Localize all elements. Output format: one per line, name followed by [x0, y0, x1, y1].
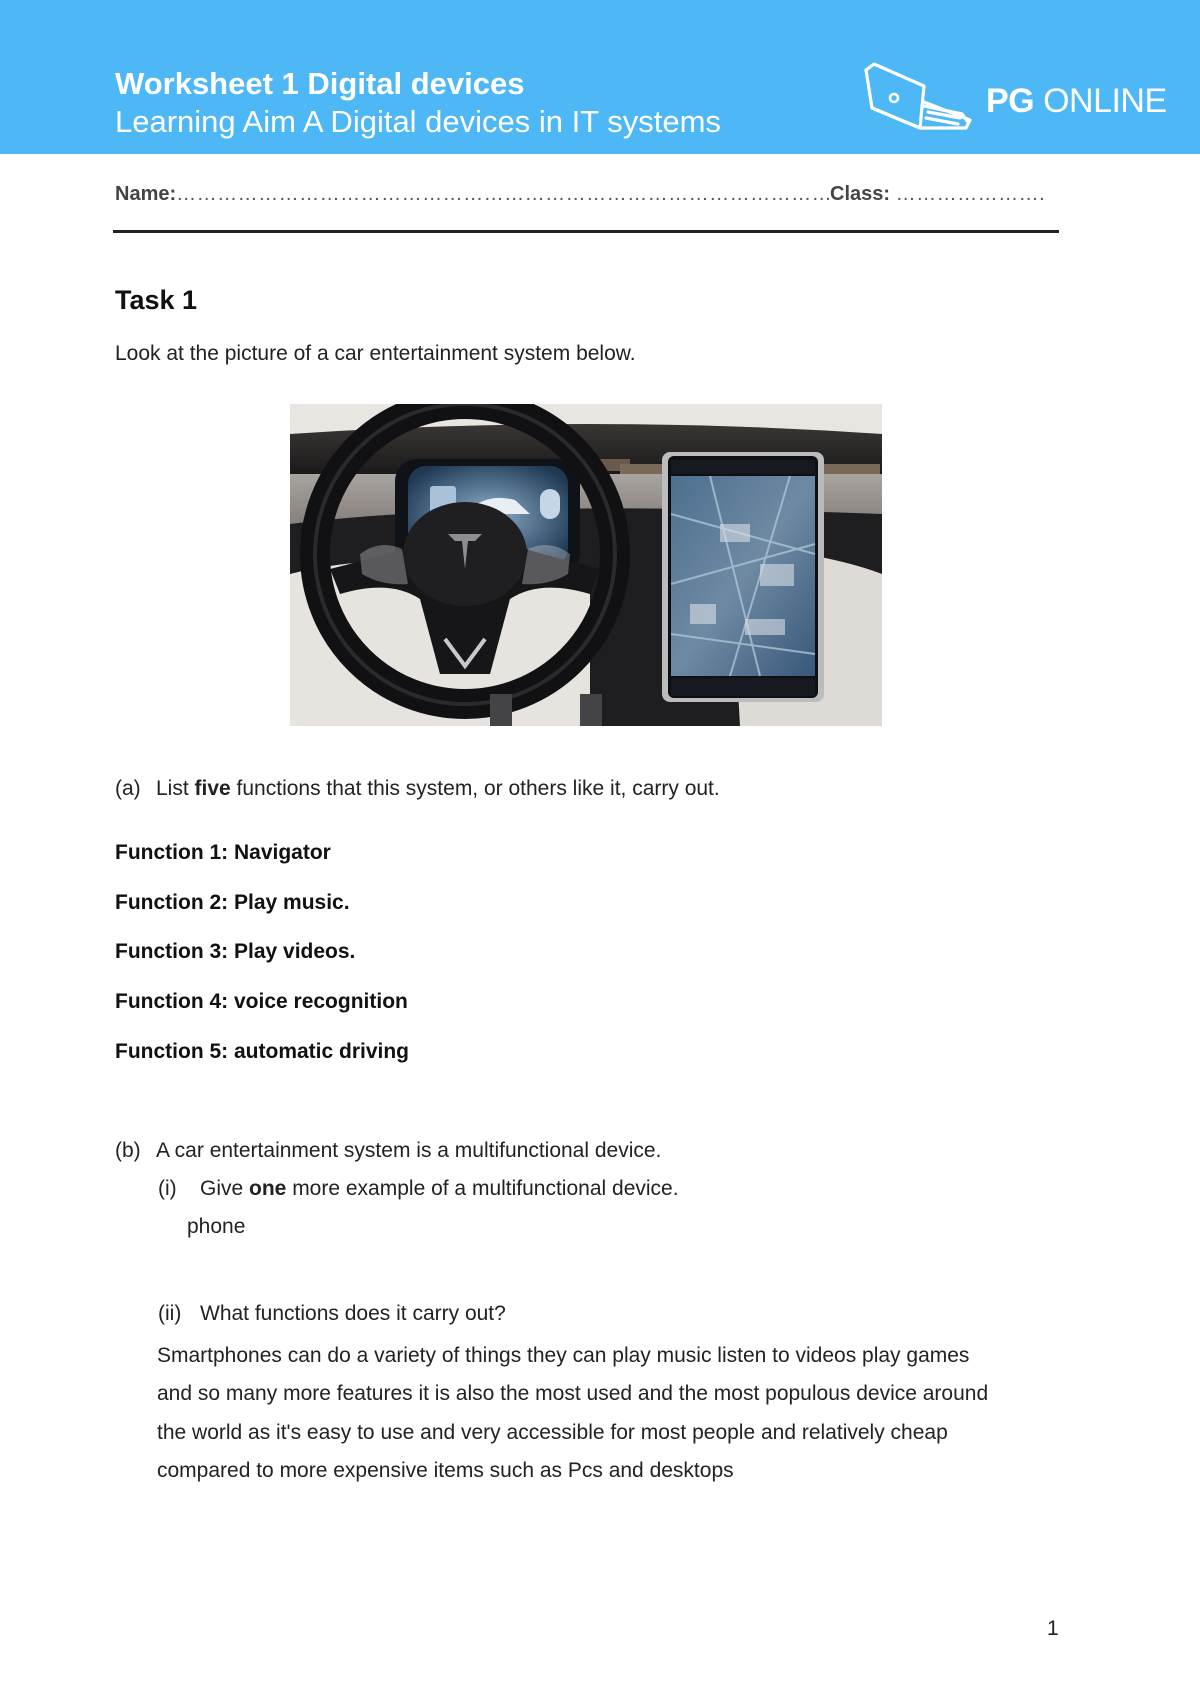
class-group [830, 183, 1045, 206]
question-a [115, 777, 720, 801]
laptop-icon [862, 62, 974, 142]
question-b-i-number: (i) [158, 1177, 177, 1200]
question-b-i-text-start: Give [200, 1177, 250, 1200]
function-answer-1: Function 1: Navigator [115, 841, 331, 864]
name-field[interactable]: …………………………………………………………………………………… [176, 183, 833, 205]
header-banner [0, 0, 1200, 154]
question-a-text-start: List [156, 777, 195, 800]
question-b [115, 1139, 661, 1163]
question-a-emphasis: five [194, 777, 231, 800]
question-a-number: (a) [115, 777, 141, 800]
task-heading: Task 1 [115, 285, 198, 315]
divider-rule [113, 230, 1059, 233]
function-answer-2: Function 2: Play music. [115, 891, 350, 914]
worksheet-subtitle: Learning Aim A Digital devices in IT systems [115, 104, 721, 139]
question-b-ii-text: What functions does it carry out? [200, 1302, 506, 1325]
question-b-ii-number: (ii) [158, 1302, 182, 1325]
class-label: Class: [830, 183, 891, 205]
page-number: 1 [1047, 1617, 1059, 1640]
answer-b-ii-line-2: and so many more features it is also the most used and the most populous device around [157, 1382, 989, 1406]
question-a-text-end: functions that this system, or others like it, carry out. [230, 777, 720, 800]
logo-wordmark [986, 82, 1167, 121]
function-answer-4: Function 4: voice recognition [115, 990, 408, 1013]
question-b-number: (b) [115, 1139, 141, 1162]
function-answer-3: Function 3: Play videos. [115, 940, 356, 963]
name-label: Name: [115, 183, 177, 205]
task-intro: Look at the picture of a car entertainment system below. [115, 342, 636, 365]
question-b-text: A car entertainment system is a multifunctional device. [156, 1139, 662, 1162]
answer-b-ii-line-1: Smartphones can do a variety of things they can play music listen to videos play games [157, 1344, 970, 1367]
logo-online: ONLINE [1034, 82, 1167, 120]
question-b-i [158, 1177, 679, 1201]
question-b-i-text-end: more example of a multifunctional device. [286, 1177, 679, 1200]
question-b-ii [158, 1302, 506, 1326]
name-class-row [115, 183, 1059, 206]
question-b-i-emphasis: one [249, 1177, 287, 1200]
answer-b-i: phone [187, 1215, 246, 1238]
worksheet-title: Worksheet 1 Digital devices [115, 66, 525, 101]
logo-pg: PG [986, 82, 1035, 120]
function-answer-5: Function 5: automatic driving [115, 1040, 410, 1063]
answer-b-ii-line-4: compared to more expensive items such as Pcs and desktops [157, 1459, 734, 1483]
pg-online-logo [862, 62, 1167, 142]
answer-b-ii [157, 1337, 1057, 1491]
car-dashboard-photo [290, 404, 882, 726]
class-field[interactable]: …………………. [895, 183, 1046, 205]
answer-b-ii-line-3: the world as it's easy to use and very accessible for most people and relatively cheap [157, 1420, 948, 1444]
